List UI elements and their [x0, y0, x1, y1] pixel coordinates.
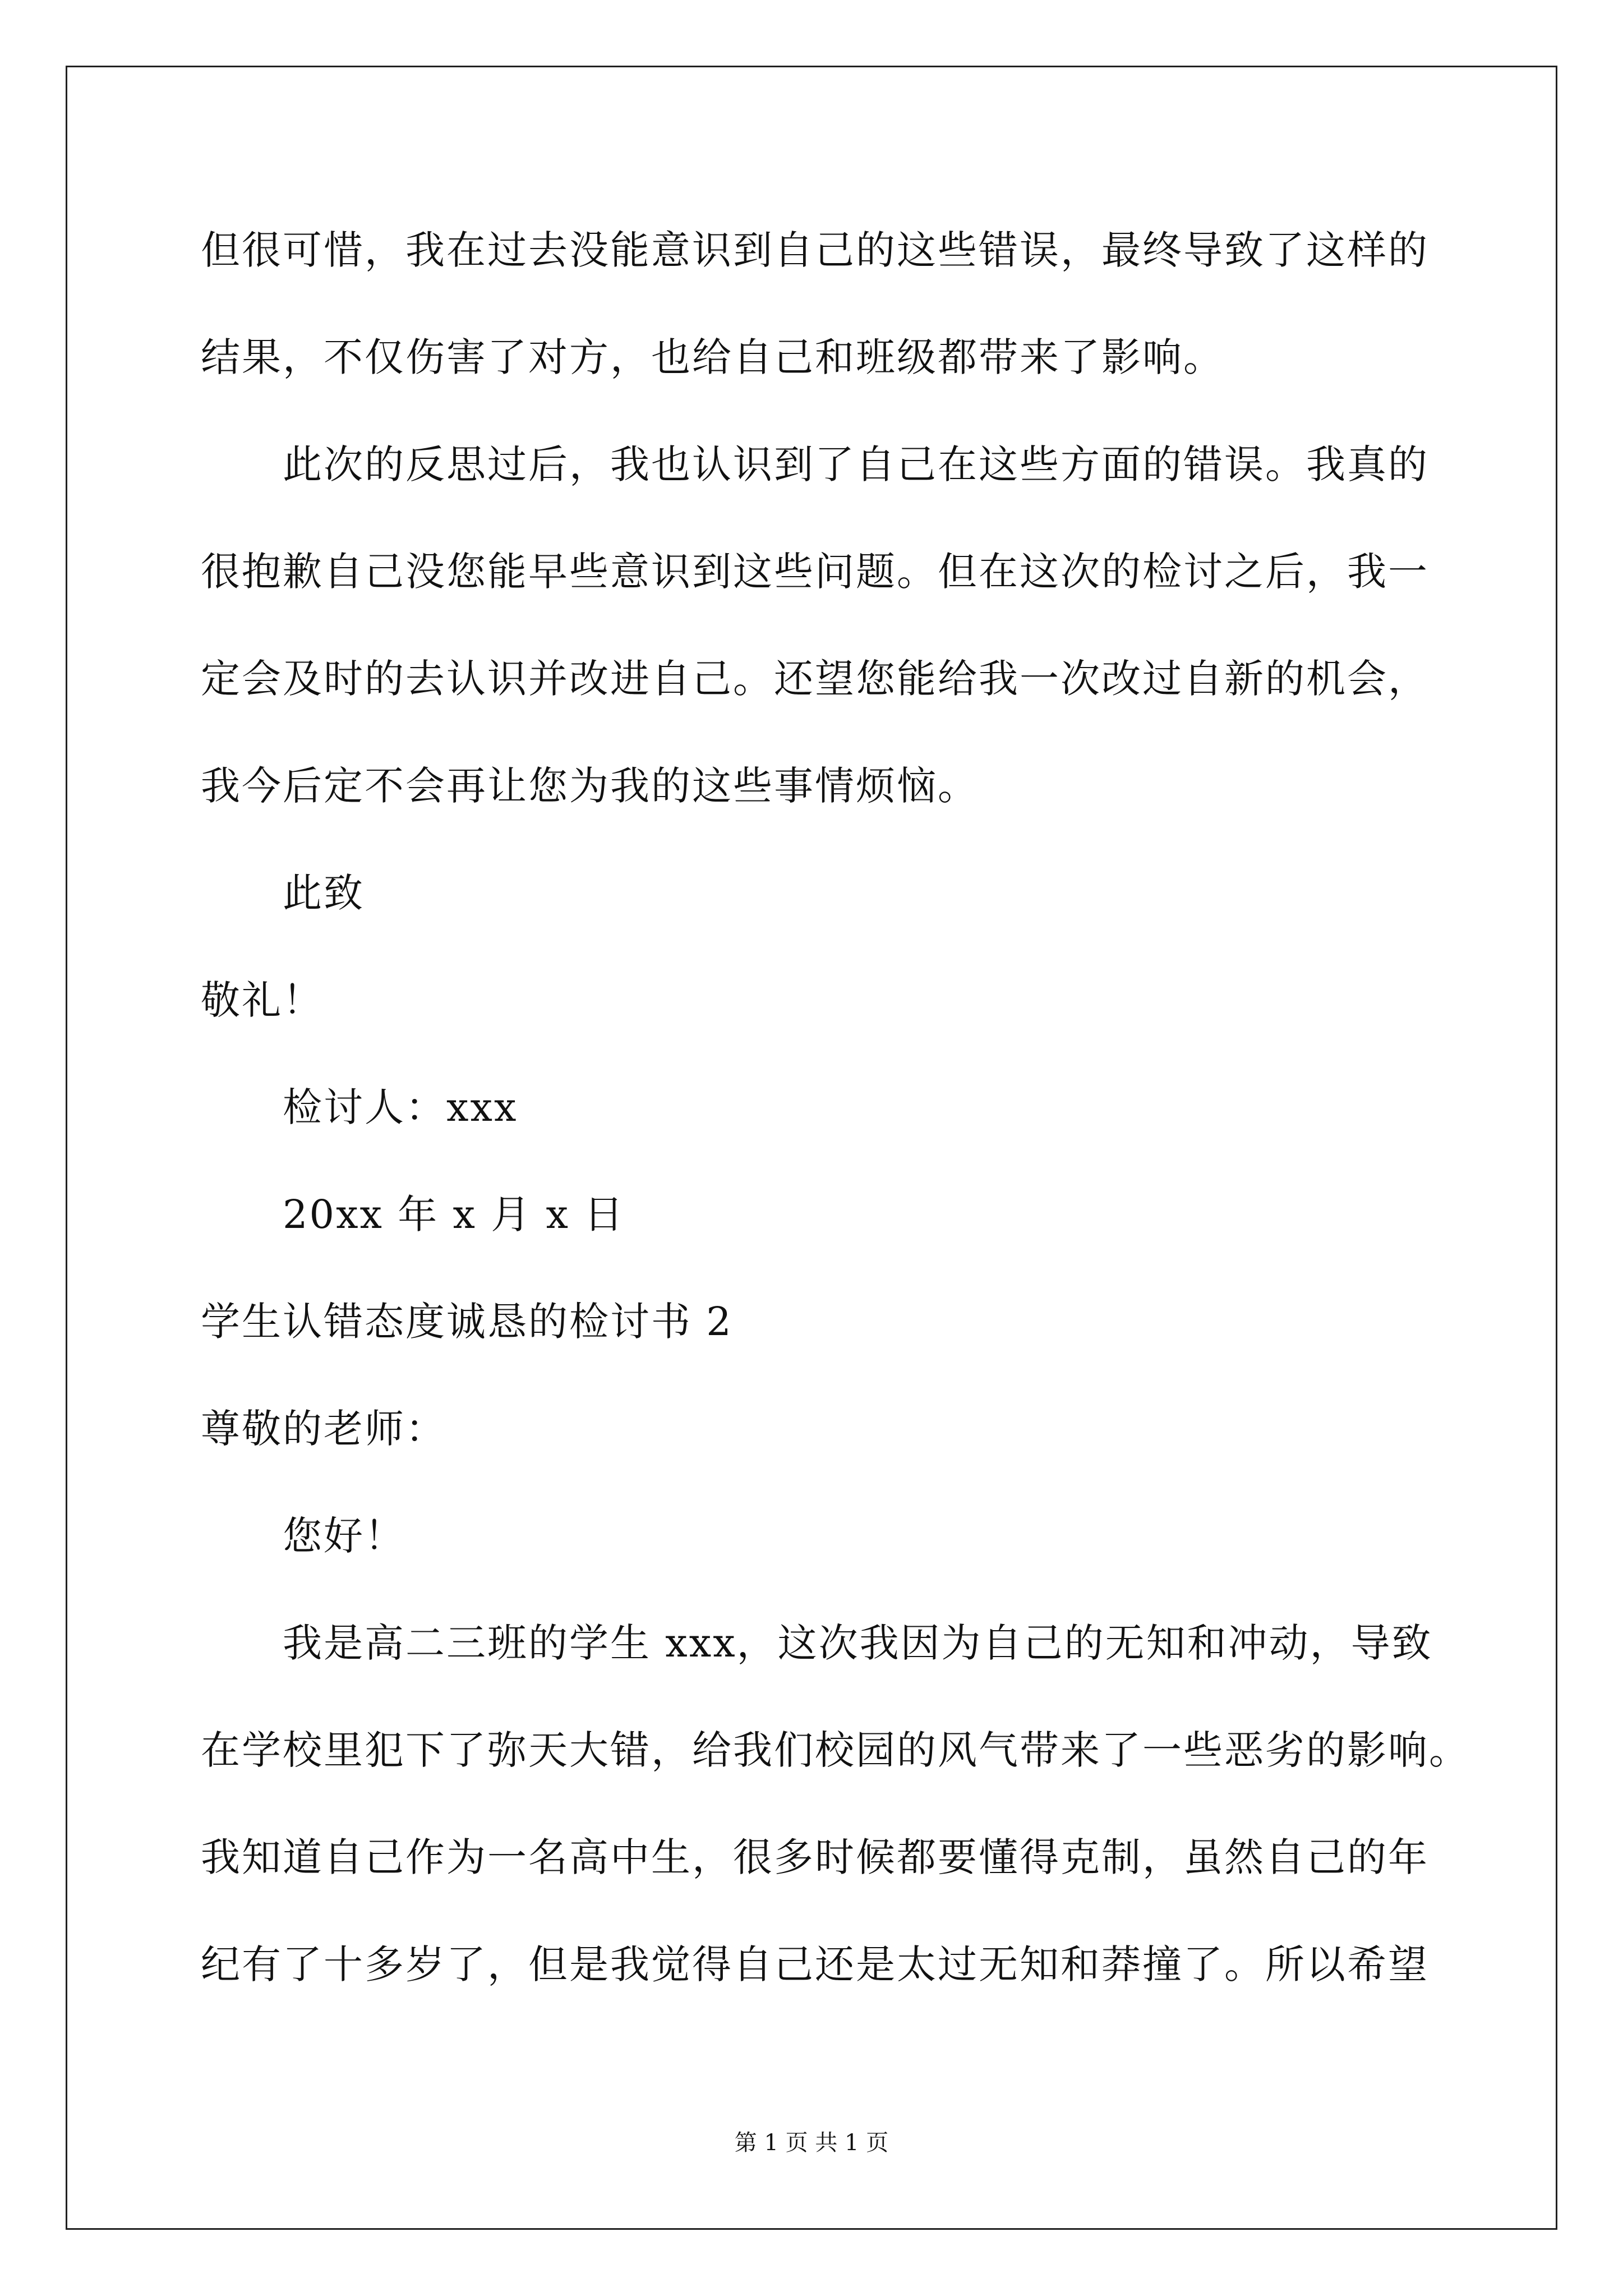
document-body	[201, 217, 1474, 2038]
greeting-recipient: 尊敬的老师：	[201, 1406, 446, 1452]
signature-name: 检讨人：xxx	[283, 1084, 518, 1130]
greeting: 您好！	[283, 1513, 405, 1559]
text-line: 很抱歉自己没您能早些意识到这些问题。但在这次的检讨之后，我一	[201, 549, 1429, 595]
signature-date: 20xx 年 x 月 x 日	[283, 1191, 625, 1237]
text-line: 结果，不仅伤害了对方，也给自己和班级都带来了影响。	[201, 334, 1224, 380]
closing-regards: 敬礼！	[201, 977, 324, 1023]
closing-salutation: 此致	[283, 870, 365, 916]
text-line: 定会及时的去认识并改进自己。还望您能给我一次改过自新的机会，	[201, 656, 1429, 702]
paragraph-start: 我是高二三班的学生 xxx，这次我因为自己的无知和冲动，导致	[283, 1620, 1433, 1666]
paragraph-start: 此次的反思过后，我也认识到了自己在这些方面的错误。我真的	[283, 441, 1429, 487]
page-number-footer: 第 1 页 共 1 页	[734, 2130, 889, 2156]
text-line: 我今后定不会再让您为我的这些事情烦恼。	[201, 763, 979, 809]
text-line: 我知道自己作为一名高中生，很多时候都要懂得克制，虽然自己的年	[201, 1834, 1429, 1880]
text-line: 纪有了十多岁了，但是我觉得自己还是太过无知和莽撞了。所以希望	[201, 1941, 1429, 1987]
text-line: 但很可惜，我在过去没能意识到自己的这些错误，最终导致了这样的	[201, 227, 1429, 273]
section-title: 学生认错态度诚恳的检讨书 2	[201, 1299, 733, 1345]
text-line: 在学校里犯下了弥天大错，给我们校园的风气带来了一些恶劣的影响。	[201, 1727, 1470, 1773]
